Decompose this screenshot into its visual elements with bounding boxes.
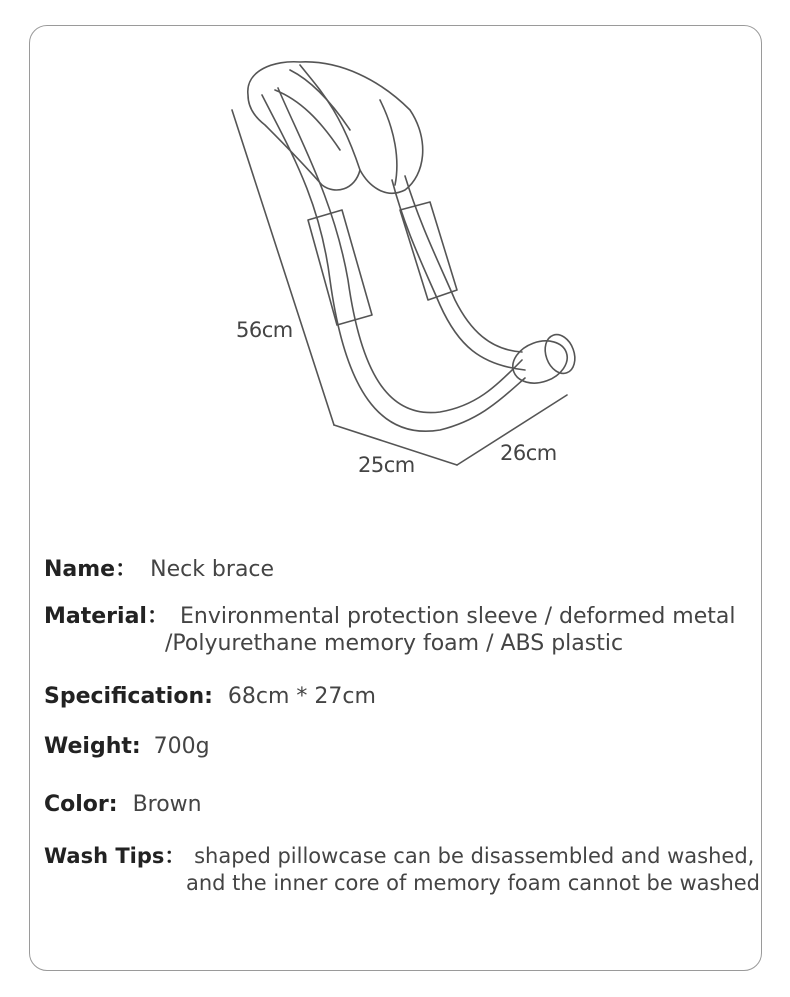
end-cap bbox=[507, 334, 573, 391]
name-value: Neck brace bbox=[150, 557, 275, 582]
material-row bbox=[44, 599, 735, 630]
weight-value: 700g bbox=[153, 734, 210, 759]
weight-row bbox=[44, 734, 210, 759]
end-cap-face bbox=[540, 330, 580, 377]
specification-label: Specification: bbox=[44, 684, 213, 709]
material-value-line1: Environmental protection sleeve / deformed metal bbox=[179, 604, 736, 629]
name-label: Name： bbox=[44, 557, 138, 582]
wash-tips-label: Wash Tips： bbox=[44, 844, 186, 868]
color-label: Color: bbox=[44, 792, 118, 817]
right-tube bbox=[392, 180, 525, 370]
left-tube bbox=[262, 95, 525, 431]
wash-tips-row bbox=[44, 840, 754, 870]
wash-tips-value-line2: and the inner core of memory foam cannot be washed bbox=[186, 871, 761, 895]
material-value-line2: /Polyurethane memory foam / ABS plastic bbox=[165, 631, 624, 656]
depth-dimension-label: 26cm bbox=[500, 441, 557, 465]
left-foam-sleeve bbox=[308, 210, 372, 325]
height-dimension-label: 56cm bbox=[236, 318, 293, 342]
wash-tips-value-line1: shaped pillowcase can be disassembled and washed, bbox=[194, 844, 755, 868]
color-row bbox=[44, 792, 202, 817]
specification-value: 68cm * 27cm bbox=[227, 684, 376, 709]
height-dimension-line bbox=[232, 110, 334, 425]
specification-row bbox=[44, 684, 376, 709]
name-row bbox=[44, 552, 274, 583]
width-dimension-label: 25cm bbox=[358, 453, 415, 477]
material-label: Material： bbox=[44, 604, 169, 629]
weight-label: Weight: bbox=[44, 734, 141, 759]
color-value: Brown bbox=[132, 792, 202, 817]
